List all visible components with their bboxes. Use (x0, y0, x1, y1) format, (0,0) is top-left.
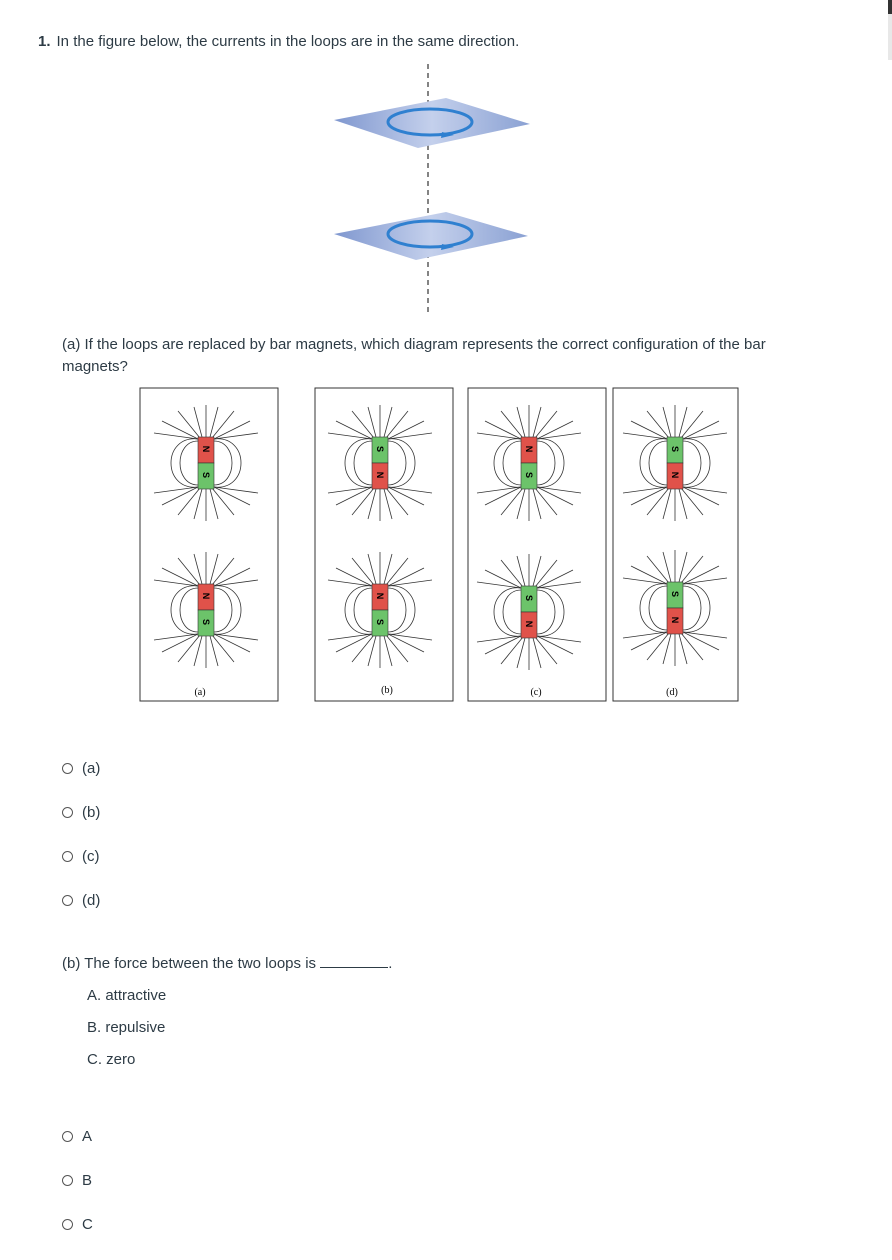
svg-text:S: S (201, 618, 211, 626)
svg-text:S: S (524, 594, 534, 602)
option-b[interactable] (62, 802, 100, 822)
diagram-c (468, 388, 606, 701)
option-label: (d) (82, 891, 101, 909)
choice-zero: C. zero (87, 1051, 136, 1068)
option-label: (b) (82, 803, 101, 821)
question-number: 1. (38, 33, 51, 50)
option-label: (a) (82, 759, 101, 777)
svg-text:N: N (670, 471, 680, 479)
answer-blank (320, 955, 388, 968)
diagram-b (315, 388, 453, 701)
svg-text:S: S (670, 590, 680, 598)
diagram-a (140, 388, 278, 701)
radio-button[interactable] (62, 1131, 73, 1142)
diagram-d (613, 388, 738, 701)
svg-text:N: N (375, 471, 385, 479)
choice-attractive: A. attractive (87, 987, 167, 1004)
diagram-label-b: (b) (381, 685, 393, 696)
radio-button[interactable] (62, 895, 73, 906)
svg-text:N: N (524, 445, 534, 453)
radio-button[interactable] (62, 1219, 73, 1230)
option-a[interactable] (62, 758, 100, 778)
option-d[interactable] (62, 890, 100, 910)
svg-text:N: N (524, 620, 534, 628)
svg-text:S: S (524, 471, 534, 479)
svg-text:S: S (670, 445, 680, 453)
svg-text:N: N (670, 616, 680, 624)
svg-text:N: N (201, 445, 211, 453)
option-C[interactable] (62, 1214, 93, 1234)
option-label: A (82, 1127, 93, 1145)
option-B[interactable] (62, 1170, 92, 1190)
option-label: (c) (82, 847, 100, 865)
svg-text:S: S (201, 471, 211, 479)
option-label: C (82, 1215, 93, 1233)
choice-repulsive: B. repulsive (87, 1019, 166, 1036)
radio-button[interactable] (62, 851, 73, 862)
question-text: In the figure below, the currents in the loops are in the same direction. (56, 33, 520, 50)
option-A[interactable] (62, 1126, 92, 1146)
radio-button[interactable] (62, 1175, 73, 1186)
svg-text:S: S (375, 445, 385, 453)
svg-text:N: N (201, 592, 211, 600)
radio-button[interactable] (62, 763, 73, 774)
diagram-label-c: (c) (530, 687, 542, 698)
part-a-prompt: (a) If the loops are replaced by bar magnets, which diagram represents the correct configuration of the bar magnets? (62, 336, 766, 375)
svg-text:N: N (375, 592, 385, 600)
part-b-prompt (62, 953, 392, 975)
radio-button[interactable] (62, 807, 73, 818)
diagram-label-d: (d) (666, 687, 678, 698)
part-b-suffix: . (388, 955, 393, 972)
svg-text:S: S (375, 618, 385, 626)
diagram-label-a: (a) (194, 687, 206, 698)
part-b-text: (b) The force between the two loops is (62, 955, 317, 972)
option-label: B (82, 1171, 93, 1189)
option-c[interactable] (62, 846, 100, 866)
